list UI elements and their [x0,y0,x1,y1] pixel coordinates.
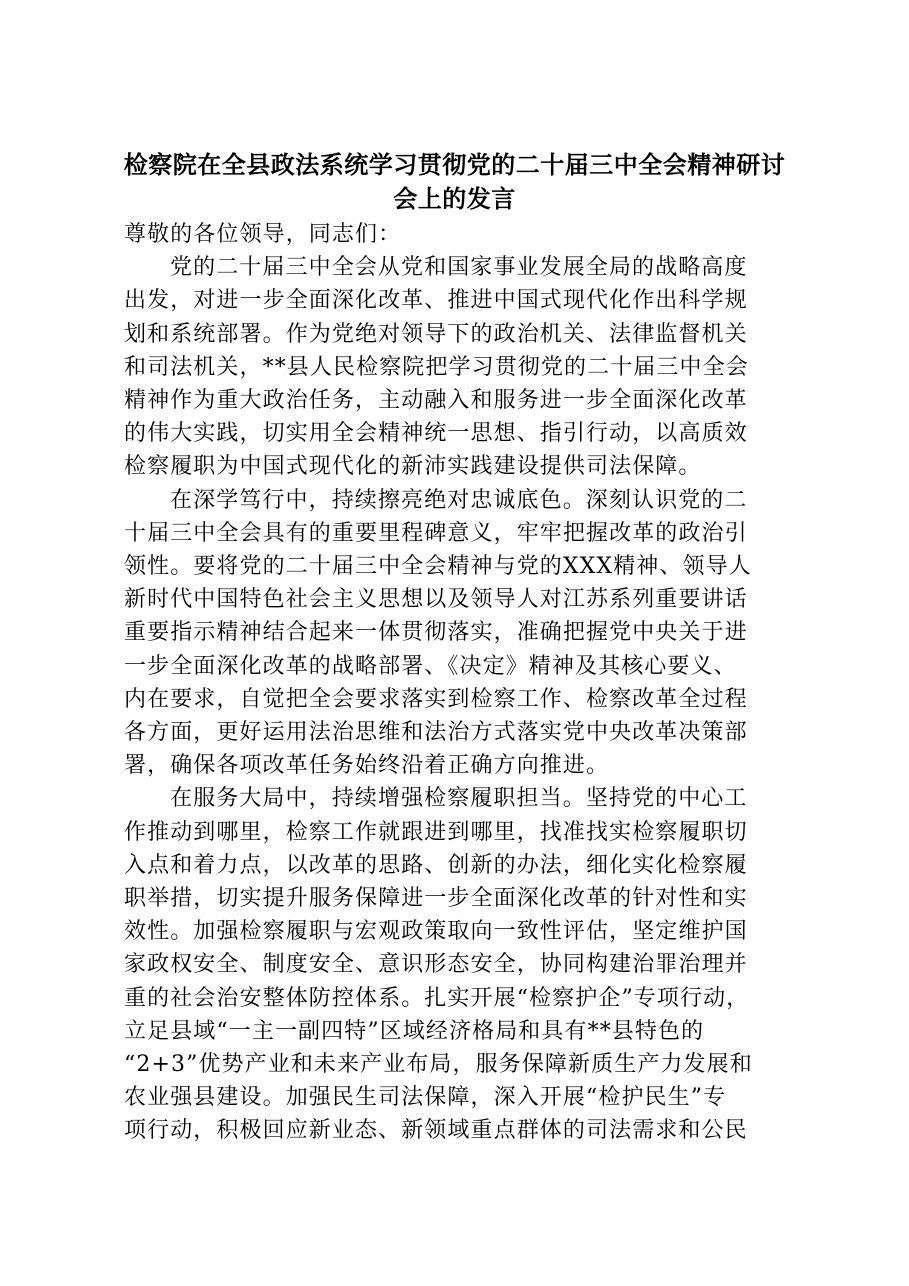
paragraph-line: 重要指示精神结合起来一体贯彻落实，准确把握党中央关于进 [124,620,748,646]
paragraph-line: 家政权安全、制度安全、意识形态安全，协同构建治罪治理并 [124,952,748,978]
paragraph-line: 新时代中国特色社会主义思想以及领导人对江苏系列重要讲话 [124,587,748,613]
title-line: 会上的发言 [393,184,516,213]
paragraph [124,782,800,1147]
paragraph-line: 在服务大局中，持续增强检察履职担当。坚持党的中心工 [170,786,748,812]
paragraph-line: 在深学笃行中，持续擦亮绝对忠诚底色。深刻认识党的二 [170,487,748,513]
paragraph-line: 领性。要将党的二十届三中全会精神与党的XXX精神、领导人 [124,554,752,580]
paragraph-line: 项行动，积极回应新业态、新领域重点群体的司法需求和公民 [124,1118,748,1144]
paragraph-line: 作推动到哪里，检察工作就跟进到哪里，找准找实检察履职切 [124,819,748,845]
document-title [110,148,799,216]
paragraph-line: 一步全面深化改革的战略部署、《决定》精神及其核心要义、 [124,653,737,679]
paragraph-line: 重的社会治安整体防控体系。扎实开展“检察护企”专项行动， [124,985,750,1011]
paragraph-line: 内在要求，自觉把全会要求落实到检察工作、检察改革全过程 [124,686,748,712]
paragraph-line: 十届三中全会具有的重要里程碑意义，牢牢把握改革的政治引 [124,520,748,546]
paragraph-line: 立足县域“一主一副四特”区域经济格局和具有**县特色的 [124,1018,705,1044]
paragraph-line: 入点和着力点，以改革的思路、创新的办法，细化实化检察履 [124,852,748,878]
title-line: 检察院在全县政法系统学习贯彻党的二十届三中全会精神研讨 [123,150,786,179]
paragraph-line: 效性。加强检察履职与宏观政策取向一致性评估，坚定维护国 [124,919,748,945]
paragraph-line: 的伟大实践，切实用全会精神统一思想、指引行动，以高质效 [124,421,748,447]
document-body [124,218,800,1148]
paragraph [124,251,800,483]
paragraph-line: 党的二十届三中全会从党和国家事业发展全局的战略高度 [170,255,748,281]
paragraph-line: 署，确保各项改革任务始终沿着正确方向推进。 [124,753,610,779]
paragraph-line: 划和系统部署。作为党绝对领导下的政治机关、法律监督机关 [124,321,748,347]
paragraph-line: 各方面，更好运用法治思维和法治方式落实党中央改革决策部 [124,720,748,746]
paragraph-line: 农业强县建设。加强民生司法保障，深入开展“检护民生”专 [124,1085,727,1111]
paragraph-line: 和司法机关，**县人民检察院把学习贯彻党的二十届三中全会 [124,354,749,380]
paragraph-line: 出发，对进一步全面深化改革、推进中国式现代化作出科学规 [124,288,748,314]
paragraph-line: 精神作为重大政治任务，主动融入和服务进一步全面深化改革 [124,388,748,414]
salutation: 尊敬的各位领导，同志们： [124,222,402,247]
paragraph-line: 职举措，切实提升服务保障进一步全面深化改革的针对性和实 [124,886,748,912]
paragraph-line: “2+3”优势产业和未来产业布局，服务保障新质生产力发展和 [124,1052,753,1078]
paragraph-line: 检察履职为中国式现代化的新沛实践建设提供司法保障。 [124,454,702,480]
paragraph [124,484,800,783]
